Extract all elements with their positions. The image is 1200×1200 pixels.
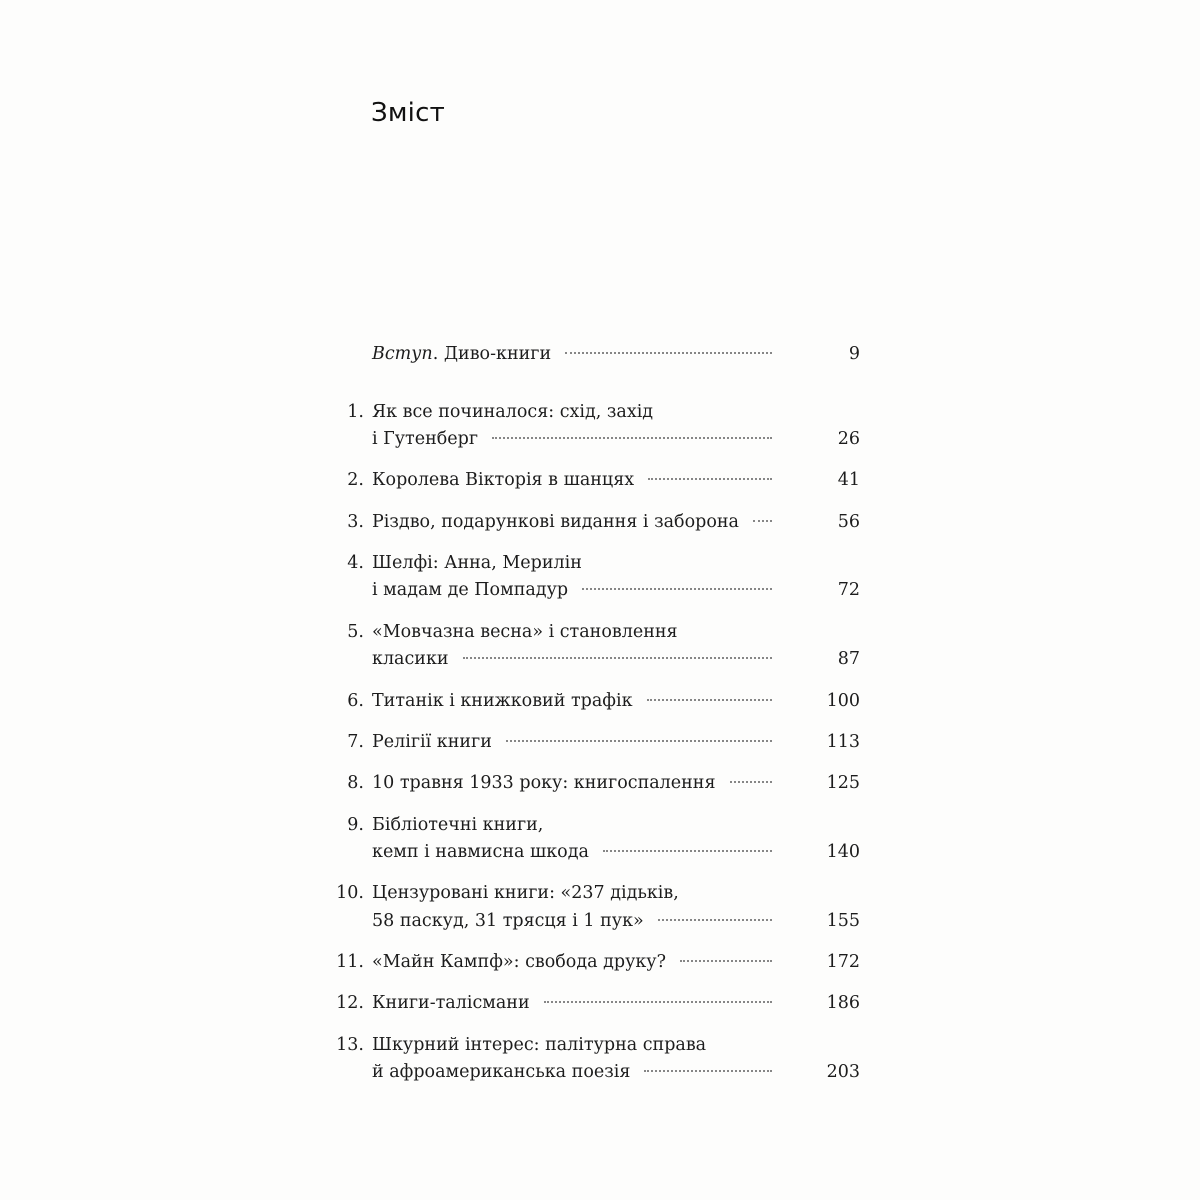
toc-entry-8 [300, 769, 860, 797]
chapter-title: Титанік і книжковий трафік [372, 691, 633, 711]
toc-entry-11 [300, 948, 860, 976]
chapter-title: Різдво, подарункові видання і заборона [372, 512, 739, 532]
toc-entry-5-line1 [300, 618, 860, 646]
chapter-title: Цензуровані книги: «237 дідьків, [372, 883, 679, 903]
dot-leader [648, 478, 772, 480]
page-number: 140 [826, 842, 860, 862]
chapter-title: Книги-талісмани [372, 993, 530, 1013]
chapter-title: «Майн Кампф»: свобода друку? [372, 952, 666, 972]
chapter-number: 12. [336, 993, 364, 1013]
toc-entry-13-line1 [300, 1031, 860, 1059]
dot-leader [680, 960, 772, 962]
toc-entry-intro [300, 340, 860, 368]
dot-leader [565, 352, 772, 354]
chapter-number: 9. [347, 815, 364, 835]
chapter-number: 10. [336, 883, 364, 903]
page-number: 203 [826, 1062, 860, 1082]
dot-leader [644, 1070, 772, 1072]
chapter-title: «Мовчазна весна» і становлення [372, 622, 678, 642]
chapter-title: Як все починалося: схід, захід [372, 402, 654, 422]
page-number: 26 [837, 429, 860, 449]
page-title: Зміст [371, 98, 445, 128]
toc-entry-10-line2 [300, 907, 860, 935]
chapter-title-cont: й афроамериканська поезія [372, 1062, 631, 1082]
toc-entry-2 [300, 466, 860, 494]
chapter-title-cont: і мадам де Помпадур [372, 580, 569, 600]
dot-leader [658, 919, 772, 921]
toc-entry-7 [300, 728, 860, 756]
page-number: 41 [837, 470, 860, 490]
dot-leader [730, 781, 772, 783]
page-number: 186 [826, 993, 860, 1013]
chapter-number: 1. [347, 402, 364, 422]
toc-entry-1-line2 [300, 425, 860, 453]
toc-entry-6 [300, 687, 860, 715]
toc-entry-10-line1 [300, 879, 860, 907]
chapter-title-cont: 58 паскуд, 31 трясця і 1 пук» [372, 911, 644, 931]
toc-entry-3 [300, 508, 860, 536]
chapter-title-cont: кемп і навмисна шкода [372, 842, 589, 862]
dot-leader [647, 699, 772, 701]
toc-entry-5-line2 [300, 645, 860, 673]
toc-entry-4-line2 [300, 576, 860, 604]
chapter-number: 11. [336, 952, 364, 972]
dot-leader [603, 850, 772, 852]
chapter-title: Вступ. Диво-книги [372, 344, 552, 364]
chapter-number: 7. [347, 732, 364, 752]
chapter-title: Шкурний інтерес: палітурна справа [372, 1035, 707, 1055]
toc-entry-13-line2 [300, 1058, 860, 1086]
toc-entry-9-line1 [300, 811, 860, 839]
chapter-number: 3. [347, 512, 364, 532]
chapter-number: 8. [347, 773, 364, 793]
chapter-title-cont: і Гутенберг [372, 429, 479, 449]
chapter-title: Релігії книги [372, 732, 492, 752]
page-number: 113 [826, 732, 860, 752]
dot-leader [582, 588, 772, 590]
chapter-title: Шелфі: Анна, Мерилін [372, 553, 582, 573]
page-number: 87 [837, 649, 860, 669]
page-number: 100 [826, 691, 860, 711]
chapter-number: 2. [347, 470, 364, 490]
chapter-title: Королева Вікторія в шанцях [372, 470, 635, 490]
dot-leader [492, 437, 772, 439]
chapter-title-cont: класики [372, 649, 449, 669]
toc-entry-4-line1 [300, 549, 860, 577]
chapter-number: 4. [347, 553, 364, 573]
page-number: 125 [826, 773, 860, 793]
chapter-title: Бібліотечні книги, [372, 815, 544, 835]
chapter-number: 5. [347, 622, 364, 642]
dot-leader [506, 740, 772, 742]
page-number: 56 [837, 512, 860, 532]
toc-entry-12 [300, 989, 860, 1017]
dot-leader [463, 657, 772, 659]
dot-leader [544, 1001, 772, 1003]
page-number: 155 [826, 911, 860, 931]
chapter-number: 6. [347, 691, 364, 711]
chapter-number: 13. [336, 1035, 364, 1055]
toc-entry-9-line2 [300, 838, 860, 866]
toc-entry-1-line1 [300, 398, 860, 426]
dot-leader [753, 520, 772, 522]
page-number: 9 [848, 344, 860, 364]
page-number: 72 [837, 580, 860, 600]
chapter-title: 10 травня 1933 року: книгоспалення [372, 773, 716, 793]
page-number: 172 [826, 952, 860, 972]
